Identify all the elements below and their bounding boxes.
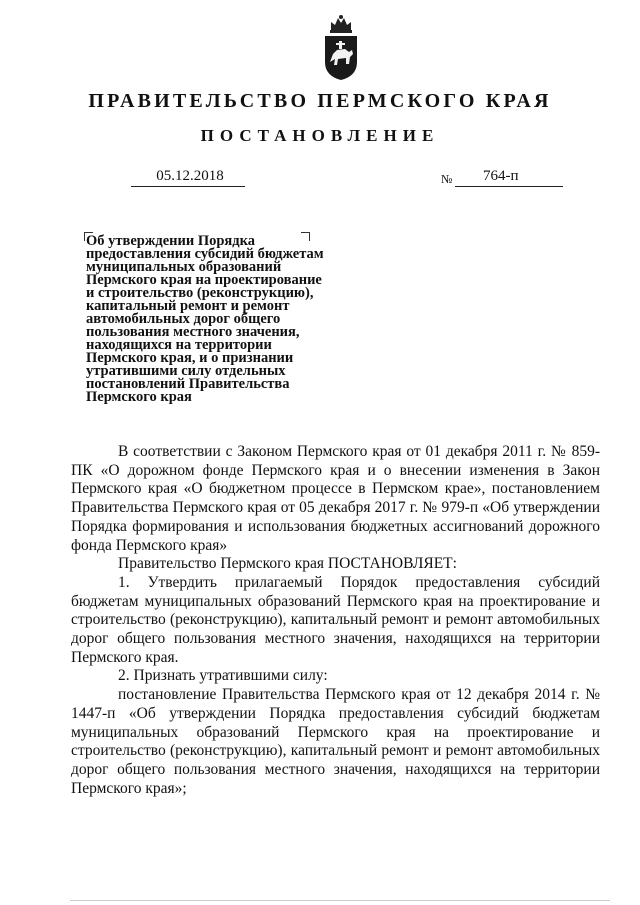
document-date: 05.12.2018 [131, 166, 245, 187]
page-edge-divider [70, 900, 610, 901]
subject-line: Пермского края [86, 389, 192, 405]
subject-line: пользования местного значения, [86, 324, 300, 340]
number-sign: № [441, 172, 453, 186]
item-2-paragraph: 2. Признать утратившими силу: [118, 667, 328, 685]
coat-of-arms-icon [322, 14, 360, 82]
subject-line: предоставления субсидий бюджетам [86, 246, 324, 262]
subject-line: капитальный ремонт и ремонт [86, 298, 290, 314]
subject-line: Об утверждении Порядка [86, 233, 255, 249]
crown-icon [330, 15, 352, 33]
preamble-paragraph: В соответствии с Законом Пермского края от 01 декабря 2011 г. № 859-ПК «О дорожном фонде Пермского края и о внесении изменения в Закон Пермского края «О бюджетном процессе в Пермском крае», постановлением Правительства Пермского края от 05 декабря 2017 г. № 979-п «Об утверждении Порядка формирования и использования бюджетных ассигнований дорожного фонда Пермского края» [71, 443, 600, 554]
item-2-sub-paragraph: постановление Правительства Пермского края от 12 декабря 2014 г. № 1447-п «Об утверждении Порядка предоставления субсидий бюджетам муниципальных образований Пермского края на проектирование и строительство (реконструкцию), капитальный ремонт и ремонт автомобильных дорог общего пользования местного значения, находящихся на территории Пермского края»; [71, 686, 600, 797]
subject-line: муниципальных образований [86, 259, 282, 275]
subject-line: Пермского края на проектирование [86, 272, 322, 288]
document-number: 764-п [455, 166, 563, 187]
document-body [71, 443, 600, 798]
decree-paragraph: Правительство Пермского края ПОСТАНОВЛЯЕТ: [118, 555, 457, 573]
document-type: ПОСТАНОВЛЕНИЕ [200, 126, 440, 145]
subject-line: утратившими силу отдельных [86, 363, 286, 379]
item-1-paragraph: 1. Утвердить прилагаемый Порядок предоставления субсидий бюджетам муниципальных образований Пермского края на проектирование и строительство (реконструкцию), капитальный ремонт и ремонт автомобильных дорог общего пользования местного значения, находящихся на территории Пермского края. [71, 573, 600, 666]
subject-line: Пермского края, и о признании [86, 350, 294, 366]
subject-line: и строительство (реконструкцию), [86, 285, 314, 301]
subject-line: автомобильных дорог общего [86, 311, 281, 327]
government-title: ПРАВИТЕЛЬСТВО ПЕРМСКОГО КРАЯ [88, 90, 552, 112]
subject-line: постановлений Правительства [86, 376, 290, 392]
document-subject [86, 235, 366, 404]
subject-line: находящихся на территории [86, 337, 272, 353]
